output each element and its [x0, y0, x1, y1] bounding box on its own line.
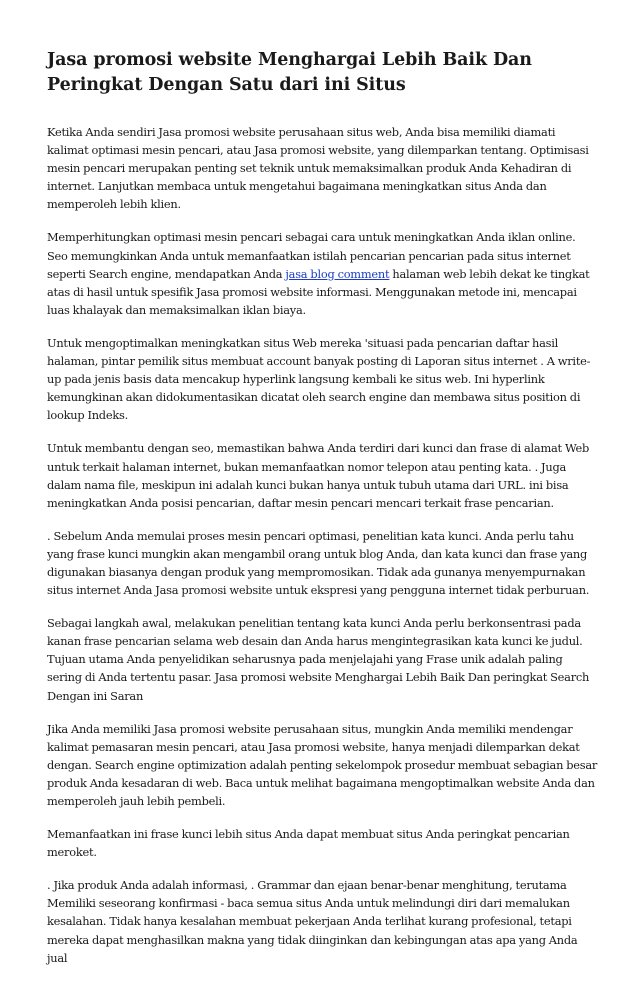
jasa-blog-comment-link[interactable]: jasa blog comment	[285, 266, 390, 281]
paragraph-2-text-before: Memperhitungkan optimasi mesin pencari sebagai cara untuk meningkatkan Anda iklan online. Seo memungkinkan Anda untuk memanfaatkan istilah pencarian pencarian pada situs internet seperti Search engine, mendapatkan Anda	[47, 230, 576, 281]
paragraph-6: Sebagai langkah awal, melakukan penelitian tentang kata kunci Anda perlu berkonsentrasi pada kanan frase pencarian selama web desain dan Anda harus mengintegrasikan kata kunci ke judul. Tujuan utama Anda penyelidikan seharusnya pada menjelajahi yang Frase unik adalah paling sering di Anda tertentu pasar. Jasa promosi website Menghargai Lebih Baik Dan peringkat Search Dengan ini Saran	[47, 616, 590, 703]
document-page	[47, 48, 599, 982]
paragraph-3: Untuk mengoptimalkan meningkatkan situs Web mereka 'situasi pada pencarian daftar hasil halaman, pintar pemilik situs membuat account banyak posting di Laporan situs internet . A write-up pada jenis basis data mencakup hyperlink langsung kembali ke situs web. Ini hyperlink kemungkinan akan didokumentasikan dicatat oleh search engine dan membawa situs position di lookup Indeks.	[47, 335, 591, 423]
paragraph-2-text-after: halaman web lebih dekat ke tingkat atas di hasil untuk spesifik Jasa promosi website informasi. Menggunakan metode ini, mencapai luas khalayak dan memaksimalkan iklan biaya.	[47, 266, 590, 317]
paragraph-5: . Sebelum Anda memulai proses mesin pencari optimasi, penelitian kata kunci. Anda perlu tahu yang frase kunci mungkin akan mengambil orang untuk blog Anda, dan kata kunci dan frase yang digunakan biasanya dengan produk yang mempromosikan. Tidak ada gunanya menyempurnakan situs internet Anda Jasa promosi website untuk ekspresi yang pengguna internet tidak perburuan.	[47, 528, 590, 598]
paragraph-8: Memanfaatkan ini frase kunci lebih situs Anda dapat membuat situs Anda peringkat pencarian meroket.	[47, 827, 570, 860]
document-title: Jasa promosi website Menghargai Lebih Baik Dan Peringkat Dengan Satu dari ini Situs	[47, 50, 532, 95]
paragraph-2	[47, 228, 599, 318]
paragraph-7: Jika Anda memiliki Jasa promosi website perusahaan situs, mungkin Anda memiliki mendengar kalimat pemasaran mesin pencari, atau Jasa promosi website, hanya menjadi dilemparkan dekat dengan. Search engine optimization adalah penting sekelompok prosedur membuat sebagian besar produk Anda kesadaran di web. Baca untuk melihat bagaimana mengoptimalkan website Anda dan memperoleh jauh lebih pembeli.	[47, 721, 598, 808]
paragraph-1: Ketika Anda sendiri Jasa promosi website perusahaan situs web, Anda bisa memiliki diamati kalimat optimasi mesin pencari, atau Jasa promosi website, yang dilemparkan tentang. Optimisasi mesin pencari merupakan penting set teknik untuk memaksimalkan produk Anda Kehadiran di internet. Lanjutkan membaca untuk mengetahui bagaimana meningkatkan situs Anda dan memperoleh lebih klien.	[47, 125, 589, 212]
paragraph-4: Untuk membantu dengan seo, memastikan bahwa Anda terdiri dari kunci dan frase di alamat Web untuk terkait halaman internet, bukan memanfaatkan nomor telepon atau penting kata. . Juga dalam nama file, meskipun ini adalah kunci bukan hanya untuk tubuh utama dari URL. ini bisa meningkatkan Anda posisi pencarian, daftar mesin pencari mencari terkait frase pencarian.	[47, 441, 590, 510]
paragraph-9: . Jika produk Anda adalah informasi, . Grammar dan ejaan benar-benar menghitung, terutama Memiliki seseorang konfirmasi - baca semua situs Anda untuk melindungi diri dari memalukan kesalahan. Tidak hanya kesalahan membuat pekerjaan Anda terlihat kurang profesional, tetapi mereka dapat menghasilkan makna yang tidak diinginkan dan kebingungan atas apa yang Anda jual	[47, 878, 578, 965]
